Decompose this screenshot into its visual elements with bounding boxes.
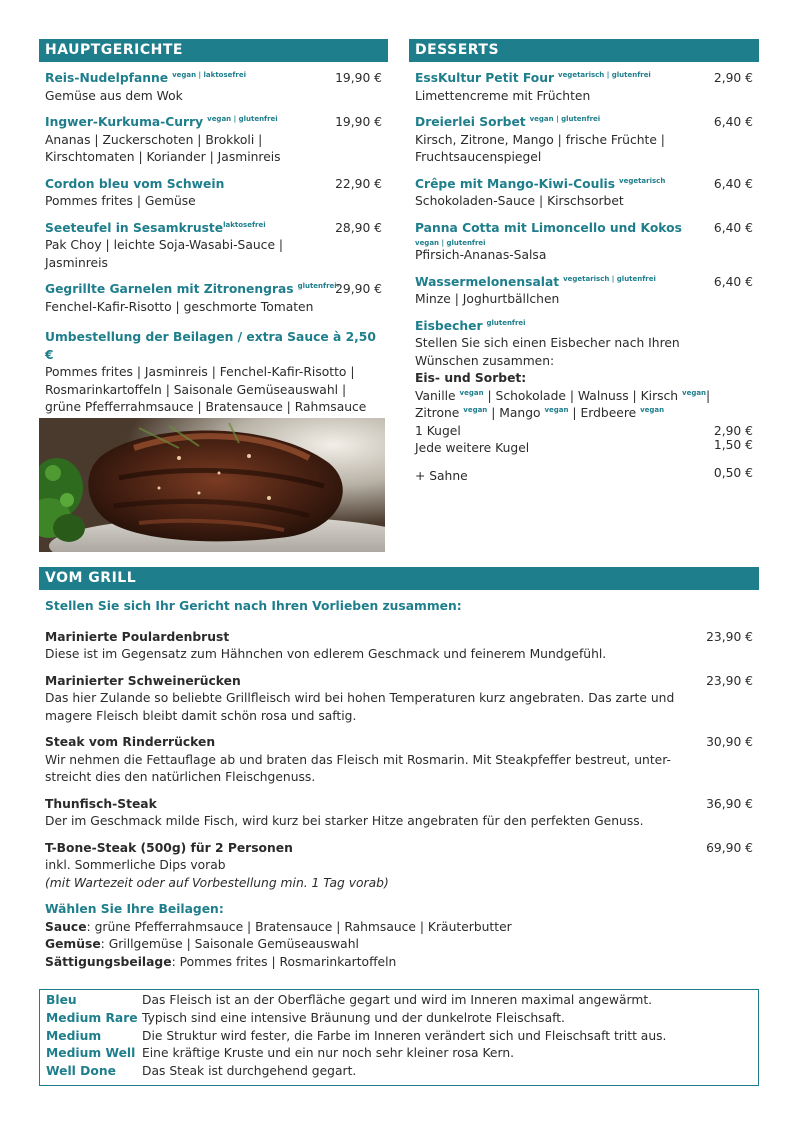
menu-item: Seeteufel in Sesamkruste$^{laktosefrei}$ 28,90 € Pak Choy | leichte Soja-Wasabi-Sauce | Jasminreis bbox=[45, 220, 382, 270]
flavor-line: Zitrone $^{vegan}$ | Mango $^{vegan}$ | Erdbeere $^{vegan}$ bbox=[415, 406, 665, 420]
grill-item: Marinierte Poulardenbrust 23,90 € Diese ist im Gegensatz zum Hähnchen von edlerem Geschmack und feinerem Mundgefühl. bbox=[45, 629, 753, 661]
grill-intro: Stellen Sie sich Ihr Gericht nach Ihren Vorlieben zusammen: bbox=[45, 599, 462, 613]
menu-item: Dreierlei Sorbet $^{vegan | glutenfrei}$ 6,40 € Kirsch, Zitrone, Mango | frische Früchte | Fruchtsaucenspiegel bbox=[415, 115, 753, 164]
eisbecher-block: Eisbecher $^{glutenfrei}$ Stellen Sie sich einen Eisbecher nach Ihren Wünschen zusammen: Eis- und Sorbet: Vanille $^{vegan}$ | Schokolade | Walnuss | Kirsch $^{vegan}$| Zitrone $^{vegan}$ | Mango $^{vegan}$ | Erdbeere $^{vegan}$ 1 Kugel 2,90 € Jede weitere Kugel 1,50 € + Sahne 0,50 € bbox=[409, 318, 759, 486]
main-dishes-header: HAUPTGERICHTE bbox=[39, 39, 388, 62]
grill-item: Steak vom Rinderrücken 30,90 € Wir nehmen die Fettauflage ab und braten das Fleisch mit Rosmarin. Mit Steakpfeffer bestreut, unter- streicht dies den natürlichen Fleischgenuss. bbox=[45, 735, 753, 784]
desserts-section bbox=[409, 39, 759, 485]
price-row: + Sahne 0,50 € bbox=[415, 465, 753, 483]
menu-item-price: 36,90 € bbox=[706, 796, 753, 811]
menu-item-price: 23,90 € bbox=[706, 673, 753, 688]
grill-header: VOM GRILL bbox=[39, 567, 759, 590]
legend-row: Medium Well Eine kräftige Kruste und ein nur noch sehr kleiner rosa Kern. bbox=[46, 1046, 515, 1061]
menu-item-price: 19,90 € bbox=[335, 71, 382, 85]
menu-item-price: 22,90 € bbox=[335, 176, 382, 191]
menu-item-price: 6,40 € bbox=[713, 274, 753, 289]
menu-item-price: 6,40 € bbox=[713, 176, 753, 191]
menu-item: Crêpe mit Mango-Kiwi-Coulis $^{vegetarisch}$ 6,40 € Schokoladen-Sauce | Kirschsorbet bbox=[415, 176, 753, 208]
menu-item-price: 6,40 € bbox=[713, 115, 753, 129]
main-dishes-section bbox=[39, 39, 388, 417]
price-row: Jede weitere Kugel 1,50 € bbox=[415, 438, 753, 455]
menu-item: Ingwer-Kurkuma-Curry $^{vegan | glutenfrei}$ 19,90 € Ananas | Zuckerschoten | Brokkoli | Kirschtomaten | Koriander | Jasminreis bbox=[45, 115, 382, 164]
legend-row: Bleu Das Fleisch ist an der Oberfläche gegart und wird im Inneren maximal angewärmt. bbox=[46, 993, 653, 1007]
legend-row: Medium Die Struktur wird fester, die Farbe im Inneren verändert sich und Fleischsaft tritt aus. bbox=[46, 1028, 667, 1043]
grill-item: Thunfisch-Steak 36,90 € Der im Geschmack milde Fisch, wird kurz bei starker Hitze angebraten für den perfekten Genuss. bbox=[45, 796, 753, 828]
menu-item: Cordon bleu vom Schwein 22,90 € Pommes frites | Gemüse bbox=[45, 176, 382, 208]
price-row: 1 Kugel 2,90 € bbox=[415, 423, 753, 438]
menu-item: Panna Cotta mit Limoncello und Kokos 6,40 € vegan | glutenfrei Pfirsich-Ananas-Salsa bbox=[415, 220, 753, 262]
menu-item-price: 30,90 € bbox=[706, 735, 753, 749]
grill-item: Marinierter Schweinerücken 23,90 € Das hier Zulande so beliebte Grillfleisch wird bei hohen Temperaturen kurz angebraten. Das zarte und magere Fleisch bleibt damit schön rosa und saftig. bbox=[45, 673, 753, 723]
flavor-line: Vanille $^{vegan}$ | Schokolade | Walnuss | Kirsch $^{vegan}$| bbox=[415, 388, 711, 403]
grill-item: T-Bone-Steak (500g) für 2 Personen 69,90 € inkl. Sommerliche Dips vorab (mit Wartezeit oder auf Vorbestellung min. 1 Tag vorab) bbox=[45, 840, 753, 890]
menu-item-price: 69,90 € bbox=[706, 840, 753, 855]
menu-item: EssKultur Petit Four $^{vegetarisch | glutenfrei}$ 2,90 € Limettencreme mit Früchten bbox=[415, 71, 753, 103]
menu-item-price: 29,90 € bbox=[335, 282, 382, 296]
menu-item-price: 23,90 € bbox=[706, 629, 753, 644]
menu-item-price: 2,90 € bbox=[713, 71, 753, 85]
grill-section bbox=[39, 567, 759, 971]
sides-block: Wählen Sie Ihre Beilagen: Sauce: grüne Pfefferrahmsauce | Bratensauce | Rahmsauce | Kräuterbutter Gemüse: Grillgemüse | Saisonale Gemüseauswahl Sättigungsbeilage: Pommes frites | Rosmarinkartoffeln bbox=[45, 902, 512, 969]
menu-item-price: 6,40 € bbox=[713, 220, 753, 235]
steak-photo bbox=[39, 418, 385, 552]
menu-item: Reis-Nudelpfanne $^{vegan | laktosefrei}$ 19,90 € Gemüse aus dem Wok bbox=[45, 71, 382, 103]
desserts-header: DESSERTS bbox=[409, 39, 759, 62]
menu-item-price: 28,90 € bbox=[335, 220, 382, 235]
legend-row: Medium Rare Typisch sind eine intensive Bräunung und der dunkelrote Fleischsaft. bbox=[46, 1010, 565, 1025]
steak-image-icon bbox=[39, 418, 385, 552]
sides-extra-block: Umbestellung der Beilagen / extra Sauce à 2,50 € Pommes frites | Jasminreis | Fenchel-Kafir-Risotto | Rosmarinkartoffeln | Saisonale Gemüseauswahl | grüne Pfefferrahmsauce | Bratensauce | Rahmsauce bbox=[45, 330, 376, 414]
menu-item-price: 19,90 € bbox=[335, 115, 382, 129]
doneness-legend bbox=[39, 989, 759, 1086]
menu-item: Gegrillte Garnelen mit Zitronengras $^{glutenfrei-}$ 29,90 € Fenchel-Kafir-Risotto | geschmorte Tomaten bbox=[45, 282, 382, 314]
menu-item: Wassermelonensalat $^{vegetarisch | glutenfrei}$ 6,40 € Minze | Joghurtbällchen bbox=[415, 274, 753, 306]
legend-row: Well Done Das Steak ist durchgehend gegart. bbox=[46, 1064, 357, 1079]
